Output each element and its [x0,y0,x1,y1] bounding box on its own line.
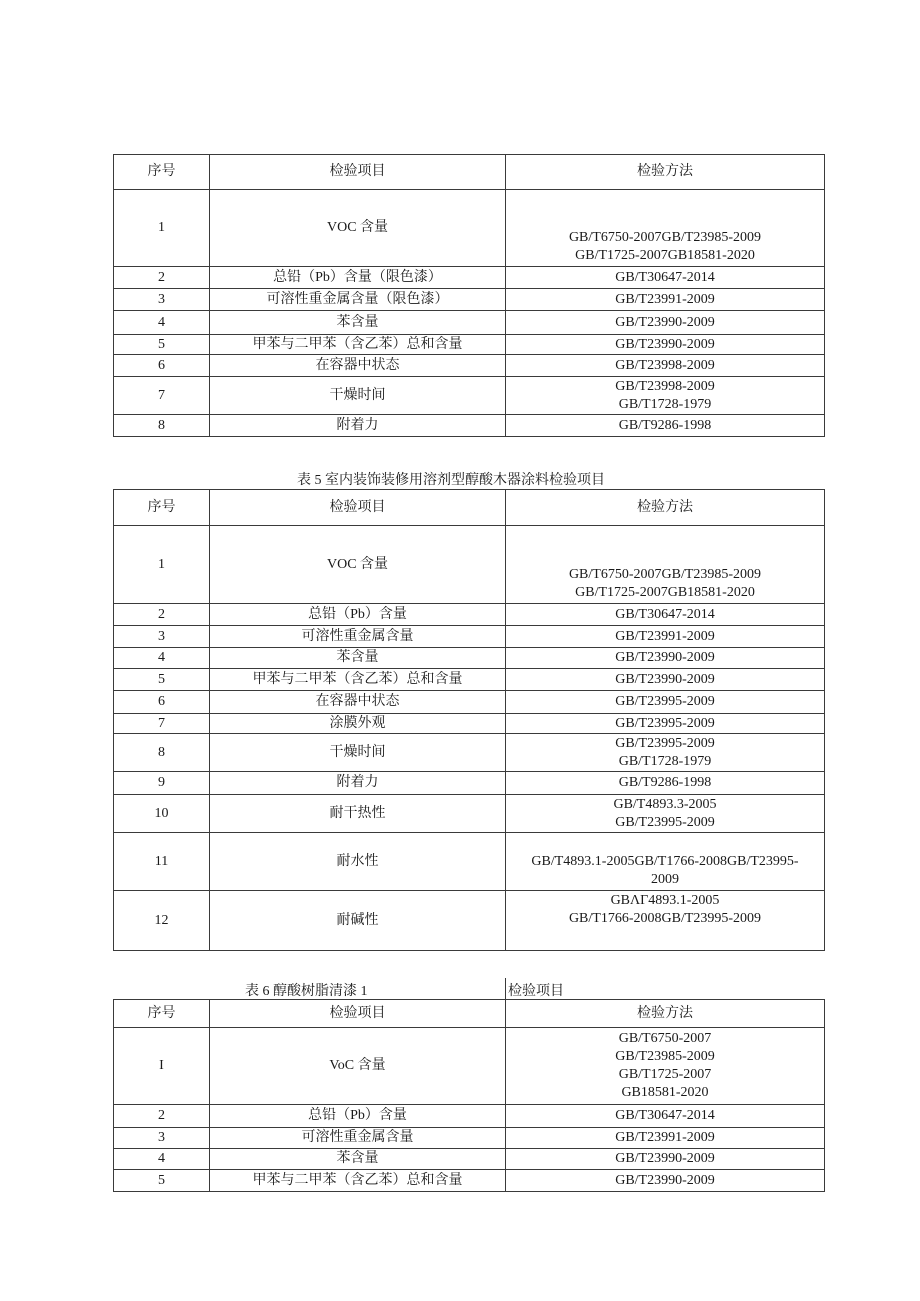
table-4-inspection-items [113,154,825,437]
header-inspection-method: 检验方法 [506,490,825,526]
row-serial-no: 8 [114,734,210,772]
table-row [114,833,825,891]
row-method: GB/T23991-2009 [506,626,825,648]
row-serial-no: 7 [114,377,210,415]
row-method [506,795,825,833]
table-row [114,335,825,355]
header-serial-no: 序号 [114,1000,210,1028]
row-serial-no: 6 [114,355,210,377]
row-serial-no: I [114,1028,210,1105]
header-inspection-item: 检验项目 [210,490,506,526]
row-serial-no: 4 [114,1149,210,1170]
table-row [114,377,825,415]
row-serial-no: 11 [114,833,210,891]
table-row [114,626,825,648]
row-method: GB/T23990-2009 [506,1170,825,1192]
table-row [114,1170,825,1192]
row-method: GB/T23995-2009 [506,714,825,734]
table-row [114,1105,825,1128]
row-method [506,891,825,951]
method-line: GB/T4893.1-2005GB/T1766-2008GB/T23995- [531,854,799,869]
row-serial-no: 3 [114,626,210,648]
header-inspection-item: 检验项目 [210,155,506,190]
table-row [114,190,825,267]
row-method: GB/T23998-2009 [506,355,825,377]
row-method: GB/T23995-2009 [506,691,825,714]
row-serial-no: 12 [114,891,210,951]
row-serial-no: 6 [114,691,210,714]
row-serial-no: 5 [114,669,210,691]
row-method: GB/T30647-2014 [506,1105,825,1128]
header-inspection-item: 检验项目 [210,1000,506,1028]
row-method [506,526,825,604]
row-item: 在容器中状态 [210,691,506,714]
row-item: 在容器中状态 [210,355,506,377]
row-item: 甲苯与二甲苯（含乙苯）总和含量 [210,669,506,691]
method-line: GB18581-2020 [621,1085,709,1100]
row-method [506,377,825,415]
table-5-inspection-items [113,489,825,951]
row-item: 附着力 [210,415,506,437]
table-row [114,526,825,604]
method-line: 2009 [651,872,679,887]
method-line: GB/T23985-2009 [615,1049,715,1064]
row-item: 总铅（Pb）含量 [210,604,506,626]
table-header-row [114,1000,825,1028]
row-item: 耐水性 [210,833,506,891]
table-row [114,714,825,734]
method-line: GBΛΓ4893.1-2005 [610,893,720,908]
row-method [506,190,825,267]
row-method: GB/T23991-2009 [506,289,825,311]
method-line: GB/T23995-2009 [615,814,715,830]
method-line: GB/T6750-2007GB/T23985-2009 [568,567,762,582]
row-method: GB/T23991-2009 [506,1128,825,1149]
row-item: 苯含量 [210,648,506,669]
row-item: 苯含量 [210,311,506,335]
method-line: GB/T6750-2007GB/T23985-2009 [568,230,762,245]
method-line: GB/T1728-1979 [618,753,712,769]
row-serial-no: 5 [114,1170,210,1192]
table-row [114,1128,825,1149]
method-line: GB/T23995-2009 [615,735,715,751]
header-serial-no: 序号 [114,155,210,190]
table-row [114,772,825,795]
row-item: 干燥时间 [210,734,506,772]
row-method [506,734,825,772]
row-item: 附着力 [210,772,506,795]
table-row [114,1149,825,1170]
row-method: GB/T9286-1998 [506,772,825,795]
row-method: GB/T30647-2014 [506,267,825,289]
table-row [114,1028,825,1105]
row-item: 可溶性重金属含量 [210,626,506,648]
table-row [114,355,825,377]
row-method [506,1028,825,1105]
table-row [114,289,825,311]
row-serial-no: 2 [114,604,210,626]
row-item: 可溶性重金属含量 [210,1128,506,1149]
row-serial-no: 5 [114,335,210,355]
row-method: GB/T23990-2009 [506,1149,825,1170]
table-row [114,415,825,437]
table-row [114,604,825,626]
row-method [506,833,825,891]
row-item: 耐碱性 [210,891,506,951]
header-inspection-method: 检验方法 [506,1000,825,1028]
table-row [114,267,825,289]
table-header-row [114,155,825,190]
row-serial-no: 2 [114,1105,210,1128]
row-serial-no: 1 [114,190,210,267]
row-serial-no: 4 [114,311,210,335]
row-method: GB/T23990-2009 [506,335,825,355]
row-method: GB/T30647-2014 [506,604,825,626]
method-line: GB/T1725-2007GB18581-2020 [575,585,755,600]
caption-divider [505,978,506,1000]
row-item: 甲苯与二甲苯（含乙苯）总和含量 [210,1170,506,1192]
method-line: GB/T1725-2007GB18581-2020 [575,248,755,263]
table-6-caption: 表 6 醇酸树脂清漆 1 [245,984,368,999]
method-line: GB/T6750-2007 [618,1031,712,1046]
row-item: 耐干热性 [210,795,506,833]
table-header-row [114,490,825,526]
row-item: 可溶性重金属含量（限色漆） [210,289,506,311]
row-item: VOC 含量 [210,526,506,604]
row-item: 苯含量 [210,1149,506,1170]
table-row [114,891,825,951]
header-serial-no: 序号 [114,490,210,526]
method-line: GB/T23998-2009 [615,378,715,394]
row-item: VoC 含量 [210,1028,506,1105]
header-inspection-method: 检验方法 [506,155,825,190]
row-item: 总铅（Pb）含量（限色漆） [210,267,506,289]
table-row [114,734,825,772]
method-line: GB/T1766-2008GB/T23995-2009 [568,911,762,926]
table-row [114,669,825,691]
row-serial-no: 3 [114,1128,210,1149]
row-item: 干燥时间 [210,377,506,415]
row-item: 总铅（Pb）含量 [210,1105,506,1128]
row-serial-no: 1 [114,526,210,604]
row-serial-no: 4 [114,648,210,669]
method-line: GB/T4893.3-2005 [613,796,717,812]
table-6-caption-suffix: 检验项目 [508,984,564,999]
row-serial-no: 10 [114,795,210,833]
row-item: 甲苯与二甲苯（含乙苯）总和含量 [210,335,506,355]
row-serial-no: 9 [114,772,210,795]
method-line: GB/T1728-1979 [618,396,712,412]
table-5-caption: 表 5 室内装饰装修用溶剂型醇酸木器涂料检验项目 [297,473,605,488]
row-serial-no: 7 [114,714,210,734]
table-6-inspection-items [113,999,825,1192]
row-method: GB/T23990-2009 [506,648,825,669]
row-method: GB/T23990-2009 [506,311,825,335]
table-row [114,795,825,833]
row-item: 涂膜外观 [210,714,506,734]
row-serial-no: 2 [114,267,210,289]
row-serial-no: 8 [114,415,210,437]
row-serial-no: 3 [114,289,210,311]
row-item: VOC 含量 [210,190,506,267]
row-method: GB/T23990-2009 [506,669,825,691]
table-row [114,691,825,714]
table-row [114,311,825,335]
table-row [114,648,825,669]
row-method: GB/T9286-1998 [506,415,825,437]
method-line: GB/T1725-2007 [618,1067,712,1082]
